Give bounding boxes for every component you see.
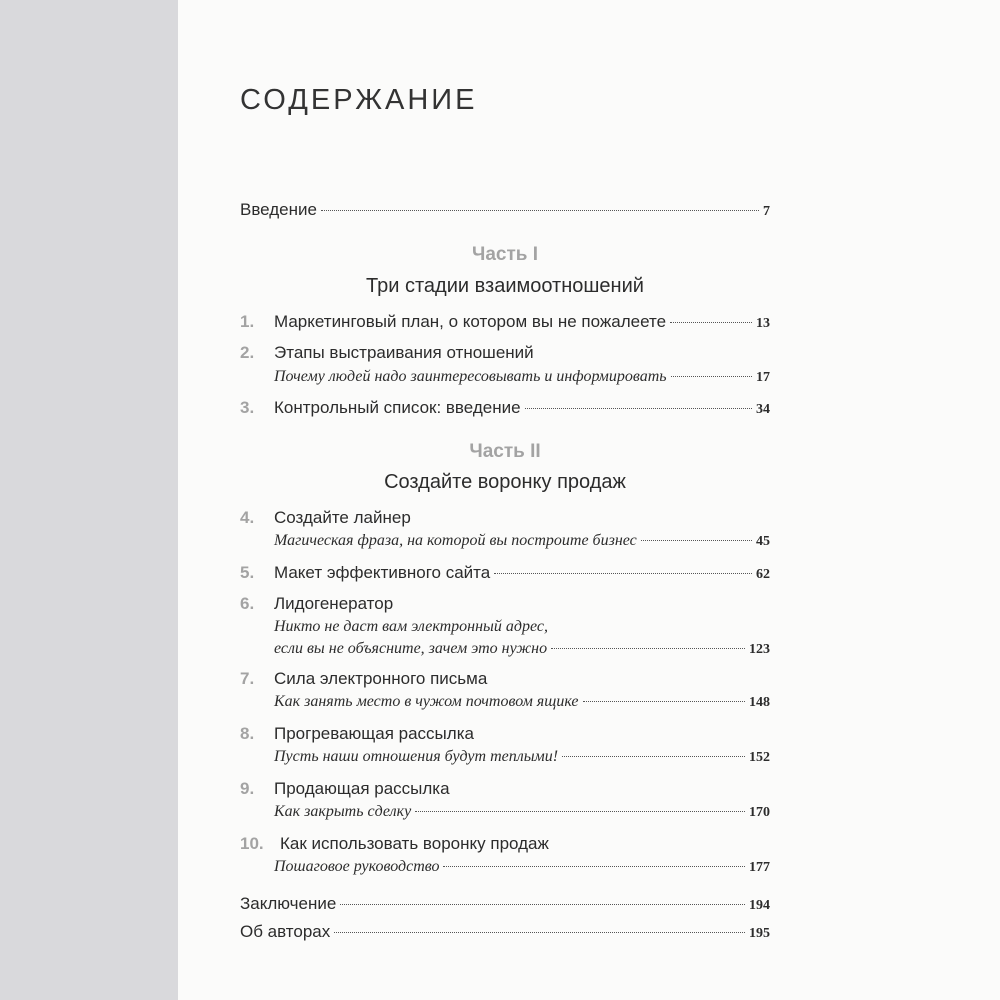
page-number: 152 xyxy=(749,750,770,765)
chapter-number: 4. xyxy=(240,508,255,527)
page-number: 17 xyxy=(756,370,770,385)
chapter-title: Как использовать воронку продаж xyxy=(280,834,549,853)
leader-dots xyxy=(334,932,745,933)
page-number: 195 xyxy=(749,926,770,941)
leader-dots xyxy=(494,573,752,574)
chapter-title: Создайте лайнер xyxy=(274,508,411,527)
page-number: 7 xyxy=(763,204,770,219)
toc-entry-chapter-8 xyxy=(240,724,770,772)
page-number: 170 xyxy=(749,805,770,820)
entry-label: Об авторах xyxy=(240,922,331,941)
chapter-subtitle: если вы не объясните, зачем это нужно xyxy=(274,640,548,657)
page-number: 45 xyxy=(756,534,770,549)
page-number: 194 xyxy=(749,898,770,913)
toc-entry-chapter-3 xyxy=(240,398,770,422)
chapter-title: Лидогенератор xyxy=(274,594,394,613)
chapter-subtitle: Никто не даст вам электронный адрес, xyxy=(274,618,548,635)
chapter-number: 8. xyxy=(240,724,255,743)
part-title: Три стадии взаимоотношений xyxy=(366,275,644,297)
page-number: 148 xyxy=(749,695,770,710)
leader-dots xyxy=(562,756,745,757)
toc-entry-chapter-4 xyxy=(240,508,770,556)
leader-dots xyxy=(340,904,745,905)
chapter-title: Маркетинговый план, о котором вы не пожалеете xyxy=(274,312,667,331)
leader-dots xyxy=(525,408,752,409)
chapter-number: 7. xyxy=(240,669,255,688)
chapter-title: Прогревающая рассылка xyxy=(274,724,474,743)
chapter-number: 2. xyxy=(240,343,255,362)
page-number: 177 xyxy=(749,860,770,875)
leader-dots xyxy=(415,811,745,812)
entry-label: Заключение xyxy=(240,894,337,913)
part-label: Часть I xyxy=(471,244,539,265)
part-label: Часть II xyxy=(469,441,541,462)
chapter-number: 5. xyxy=(240,563,255,582)
chapter-title: Продающая рассылка xyxy=(274,779,450,798)
toc-entry-intro xyxy=(240,200,770,224)
toc-entry-chapter-9 xyxy=(240,779,770,827)
toc-entry-chapter-6 xyxy=(240,594,770,666)
page-title: СОДЕРЖАНИЕ xyxy=(240,84,478,116)
chapter-subtitle: Магическая фраза, на которой вы построите бизнес xyxy=(274,532,637,549)
toc-entry-chapter-2 xyxy=(240,343,770,391)
page-number: 13 xyxy=(756,316,770,331)
toc-entry-authors xyxy=(240,922,770,946)
chapter-title: Контрольный список: введение xyxy=(274,398,521,417)
chapter-number: 1. xyxy=(240,312,255,331)
toc-entry-chapter-1 xyxy=(240,312,770,336)
toc-entry-chapter-7 xyxy=(240,669,770,717)
page-number: 34 xyxy=(756,402,770,417)
part-title: Создайте воронку продаж xyxy=(384,471,626,493)
chapter-subtitle: Как занять место в чужом почтовом ящике xyxy=(274,693,579,710)
page-number: 123 xyxy=(749,642,770,657)
chapter-title: Макет эффективного сайта xyxy=(274,563,491,582)
chapter-subtitle: Почему людей надо заинтересовывать и информировать xyxy=(274,368,667,385)
chapter-title: Сила электронного письма xyxy=(274,669,488,688)
chapter-title: Этапы выстраивания отношений xyxy=(274,343,534,362)
entry-label: Введение xyxy=(240,200,317,219)
leader-dots xyxy=(321,210,759,211)
leader-dots xyxy=(641,540,752,541)
chapter-subtitle: Пошаговое руководство xyxy=(274,858,440,875)
leader-dots xyxy=(551,648,745,649)
chapter-subtitle: Как закрыть сделку xyxy=(274,803,412,820)
leader-dots xyxy=(670,322,752,323)
chapter-subtitle: Пусть наши отношения будут теплыми! xyxy=(274,748,559,765)
leader-dots xyxy=(443,866,745,867)
chapter-number: 6. xyxy=(240,594,255,613)
page-number: 62 xyxy=(756,567,770,582)
leader-dots xyxy=(671,376,752,377)
chapter-number: 3. xyxy=(240,398,255,417)
chapter-number: 10. xyxy=(240,834,264,853)
toc-entry-chapter-10 xyxy=(240,834,770,882)
leader-dots xyxy=(583,701,746,702)
chapter-number: 9. xyxy=(240,779,255,798)
toc-entry-chapter-5 xyxy=(240,563,770,587)
toc-entry-conclusion xyxy=(240,894,770,918)
